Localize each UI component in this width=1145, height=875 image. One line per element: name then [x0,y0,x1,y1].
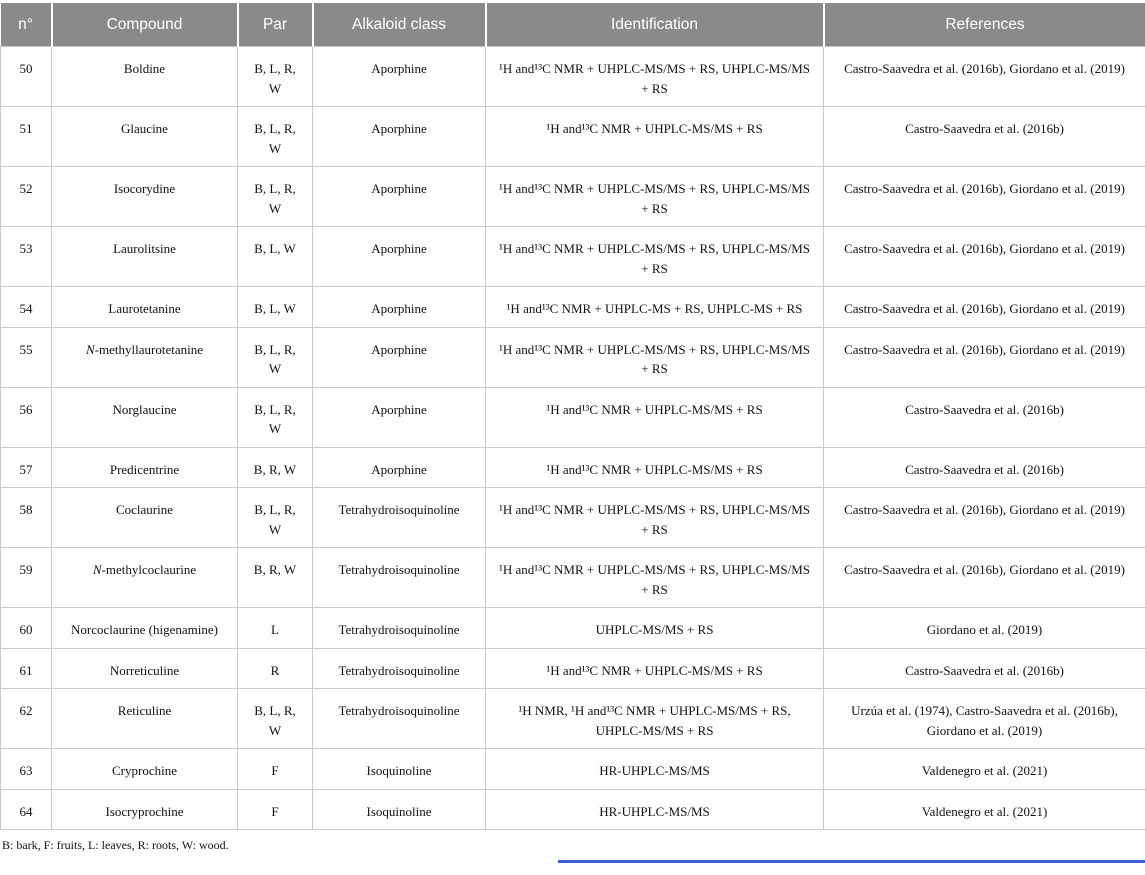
cell-number: 60 [1,608,52,649]
cell-identification: ¹H and¹³C NMR + UHPLC-MS/MS + RS [486,648,824,689]
cell-identification: ¹H and¹³C NMR + UHPLC-MS/MS + RS, UHPLC-MS/MS + RS [486,227,824,287]
cell-compound: Laurotetanine [52,287,238,328]
cell-references: Castro-Saavedra et al. (2016b), Giordano et al. (2019) [824,167,1145,227]
cell-references: Castro-Saavedra et al. (2016b), Giordano et al. (2019) [824,287,1145,328]
cell-par: F [238,789,313,830]
cell-identification: ¹H NMR, ¹H and¹³C NMR + UHPLC-MS/MS + RS, UHPLC-MS/MS + RS [486,689,824,749]
cell-references: Castro-Saavedra et al. (2016b) [824,387,1145,447]
cell-compound: Boldine [52,47,238,107]
cell-number: 55 [1,327,52,387]
cell-alkaloid-class: Aporphine [313,107,486,167]
cell-references: Castro-Saavedra et al. (2016b), Giordano et al. (2019) [824,327,1145,387]
table-header [1,3,1145,47]
table-header-row [1,3,1145,47]
cell-references: Valdenegro et al. (2021) [824,749,1145,790]
cell-compound: Norreticuline [52,648,238,689]
cell-par: B, L, R, W [238,47,313,107]
cell-number: 62 [1,689,52,749]
cell-number: 53 [1,227,52,287]
cell-number: 59 [1,548,52,608]
cell-number: 64 [1,789,52,830]
table-row [1,107,1145,167]
cell-compound: Reticuline [52,689,238,749]
cell-identification: ¹H and¹³C NMR + UHPLC-MS/MS + RS, UHPLC-MS/MS + RS [486,548,824,608]
column-header-number: n° [1,3,52,47]
cell-identification: ¹H and¹³C NMR + UHPLC-MS/MS + RS [486,387,824,447]
cell-identification: HR-UHPLC-MS/MS [486,789,824,830]
cell-compound: Glaucine [52,107,238,167]
cell-alkaloid-class: Isoquinoline [313,749,486,790]
cell-par: B, L, R, W [238,107,313,167]
cell-compound: Cryprochine [52,749,238,790]
table-row [1,789,1145,830]
cell-compound: N-methylcoclaurine [52,548,238,608]
cell-number: 61 [1,648,52,689]
cell-references: Urzúa et al. (1974), Castro-Saavedra et al. (2016b), Giordano et al. (2019) [824,689,1145,749]
cell-par: B, R, W [238,548,313,608]
table-row [1,548,1145,608]
cell-identification: ¹H and¹³C NMR + UHPLC-MS/MS + RS, UHPLC-MS/MS + RS [486,47,824,107]
cell-references: Castro-Saavedra et al. (2016b), Giordano et al. (2019) [824,47,1145,107]
table-row [1,167,1145,227]
table-row [1,327,1145,387]
table-row [1,648,1145,689]
cell-par: B, R, W [238,447,313,488]
cell-identification: ¹H and¹³C NMR + UHPLC-MS/MS + RS, UHPLC-MS/MS + RS [486,327,824,387]
cell-number: 54 [1,287,52,328]
cell-par: B, L, W [238,287,313,328]
cell-par: F [238,749,313,790]
table-row [1,387,1145,447]
cell-alkaloid-class: Tetrahydroisoquinoline [313,689,486,749]
cell-number: 51 [1,107,52,167]
cell-alkaloid-class: Tetrahydroisoquinoline [313,548,486,608]
table-row [1,447,1145,488]
cell-par: B, L, R, W [238,689,313,749]
cell-references: Giordano et al. (2019) [824,608,1145,649]
cell-par: L [238,608,313,649]
alkaloid-compounds-table [0,3,1145,830]
cell-par: B, L, R, W [238,167,313,227]
cell-par: B, L, W [238,227,313,287]
cell-alkaloid-class: Tetrahydroisoquinoline [313,488,486,548]
table-row [1,227,1145,287]
table-row [1,689,1145,749]
cell-references: Castro-Saavedra et al. (2016b) [824,648,1145,689]
cell-number: 63 [1,749,52,790]
column-header-references: References [824,3,1145,47]
cell-par: B, L, R, W [238,387,313,447]
cell-alkaloid-class: Aporphine [313,287,486,328]
cell-references: Castro-Saavedra et al. (2016b) [824,447,1145,488]
cell-identification: ¹H and¹³C NMR + UHPLC-MS/MS + RS [486,447,824,488]
cell-identification: HR-UHPLC-MS/MS [486,749,824,790]
cell-references: Castro-Saavedra et al. (2016b), Giordano et al. (2019) [824,488,1145,548]
cell-alkaloid-class: Tetrahydroisoquinoline [313,608,486,649]
column-header-par: Par [238,3,313,47]
table-footnote: B: bark, F: fruits, L: leaves, R: roots, W: wood. [2,838,229,852]
cell-par: R [238,648,313,689]
page-accent-line [558,860,1145,863]
cell-alkaloid-class: Aporphine [313,447,486,488]
cell-identification: ¹H and¹³C NMR + UHPLC-MS + RS, UHPLC-MS + RS [486,287,824,328]
cell-compound: N-methyllaurotetanine [52,327,238,387]
cell-alkaloid-class: Aporphine [313,47,486,107]
cell-compound: Laurolitsine [52,227,238,287]
cell-number: 57 [1,447,52,488]
cell-compound: Coclaurine [52,488,238,548]
table-row [1,608,1145,649]
cell-alkaloid-class: Aporphine [313,327,486,387]
cell-par: B, L, R, W [238,488,313,548]
cell-identification: ¹H and¹³C NMR + UHPLC-MS/MS + RS, UHPLC-MS/MS + RS [486,488,824,548]
cell-references: Castro-Saavedra et al. (2016b), Giordano et al. (2019) [824,548,1145,608]
cell-references: Castro-Saavedra et al. (2016b) [824,107,1145,167]
cell-alkaloid-class: Aporphine [313,227,486,287]
cell-identification: ¹H and¹³C NMR + UHPLC-MS/MS + RS, UHPLC-MS/MS + RS [486,167,824,227]
cell-number: 52 [1,167,52,227]
cell-alkaloid-class: Tetrahydroisoquinoline [313,648,486,689]
table-row [1,488,1145,548]
cell-compound: Norglaucine [52,387,238,447]
cell-identification: ¹H and¹³C NMR + UHPLC-MS/MS + RS [486,107,824,167]
cell-alkaloid-class: Aporphine [313,167,486,227]
column-header-alkaloid-class: Alkaloid class [313,3,486,47]
cell-compound: Isocorydine [52,167,238,227]
table-body [1,47,1145,830]
table-row [1,287,1145,328]
cell-compound: Predicentrine [52,447,238,488]
cell-references: Valdenegro et al. (2021) [824,789,1145,830]
cell-alkaloid-class: Aporphine [313,387,486,447]
column-header-identification: Identification [486,3,824,47]
cell-compound: Isocryprochine [52,789,238,830]
column-header-compound: Compound [52,3,238,47]
cell-references: Castro-Saavedra et al. (2016b), Giordano et al. (2019) [824,227,1145,287]
cell-number: 58 [1,488,52,548]
cell-identification: UHPLC-MS/MS + RS [486,608,824,649]
cell-par: B, L, R, W [238,327,313,387]
table-row [1,47,1145,107]
table-row [1,749,1145,790]
cell-compound: Norcoclaurine (higenamine) [52,608,238,649]
cell-number: 56 [1,387,52,447]
cell-number: 50 [1,47,52,107]
cell-alkaloid-class: Isoquinoline [313,789,486,830]
